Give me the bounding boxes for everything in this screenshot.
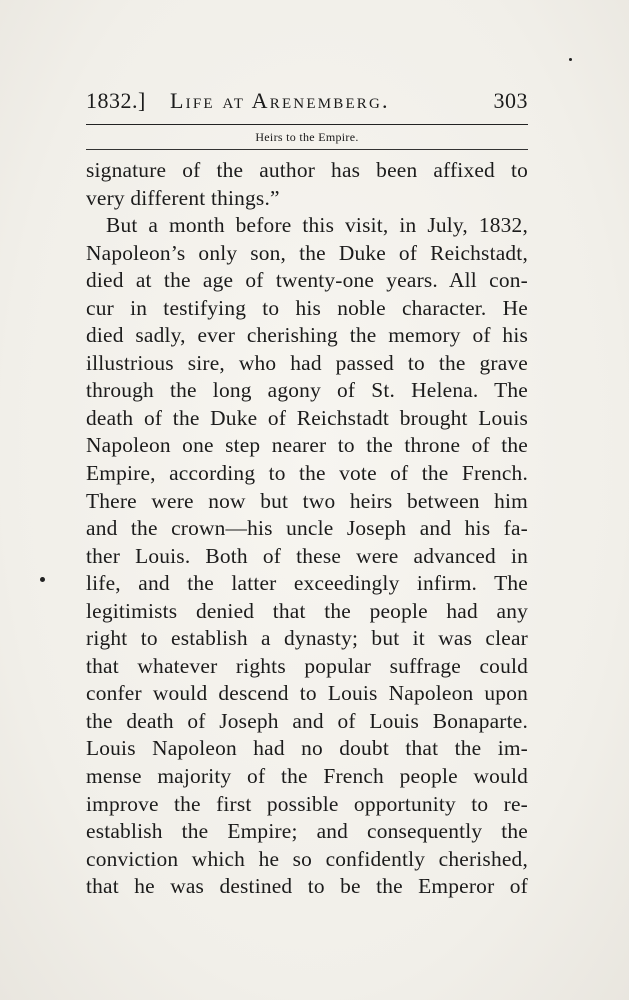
text-line: legitimists denied that the people had any xyxy=(86,598,528,623)
page-number: 303 xyxy=(493,88,528,113)
text-line: and the crown—his uncle Joseph and his fa- xyxy=(86,516,528,541)
text-line: right to establish a dynasty; but it was clear xyxy=(86,626,528,651)
running-head-year: 1832.] xyxy=(86,88,146,113)
text-line: that whatever rights popular suffrage could xyxy=(86,653,528,678)
text-line: Napoleon one step nearer to the throne of the xyxy=(86,433,528,458)
text-line: through the long agony of St. Helena. The xyxy=(86,378,528,403)
section-subhead: Heirs to the Empire. xyxy=(255,130,359,144)
text-line: very different things.” xyxy=(86,185,280,210)
text-line: died sadly, ever cherishing the memory of his xyxy=(86,323,528,348)
text-line: died at the age of twenty-one years. All con- xyxy=(86,268,528,293)
header-rule-bottom xyxy=(86,149,528,150)
text-line: improve the first possible opportunity to re- xyxy=(86,791,528,816)
ink-speck xyxy=(569,58,572,61)
running-head xyxy=(86,88,528,116)
text-line: Empire, according to the vote of the French. xyxy=(86,461,528,486)
text-line: life, and the latter exceedingly infirm. The xyxy=(86,571,528,596)
text-line: death of the Duke of Reichstadt brought Louis xyxy=(86,405,528,430)
text-line: ther Louis. Both of these were advanced in xyxy=(86,543,528,568)
text-line: establish the Empire; and consequently the xyxy=(86,819,528,844)
text-line: There were now but two heirs between him xyxy=(86,488,528,513)
text-line: that he was destined to be the Emperor of xyxy=(86,874,528,899)
ink-speck xyxy=(40,577,45,582)
header-rule-top xyxy=(86,124,528,125)
text-line: mense majority of the French people would xyxy=(86,764,528,789)
text-line: conviction which he so confidently cherished, xyxy=(86,846,528,871)
text-line: Louis Napoleon had no doubt that the im- xyxy=(86,736,528,761)
text-line: illustrious sire, who had passed to the grave xyxy=(86,350,528,375)
body-text xyxy=(86,157,528,901)
text-line: cur in testifying to his noble character. He xyxy=(86,295,528,320)
text-line: signature of the author has been affixed to xyxy=(86,158,528,182)
text-line: Napoleon’s only son, the Duke of Reichstadt, xyxy=(86,240,528,265)
text-line: the death of Joseph and of Louis Bonaparte. xyxy=(86,708,528,733)
running-head-title: Life at Arenemberg. xyxy=(170,88,390,113)
text-line: confer would descend to Louis Napoleon upon xyxy=(86,681,528,706)
text-line: But a month before this visit, in July, 1832, xyxy=(106,213,528,238)
